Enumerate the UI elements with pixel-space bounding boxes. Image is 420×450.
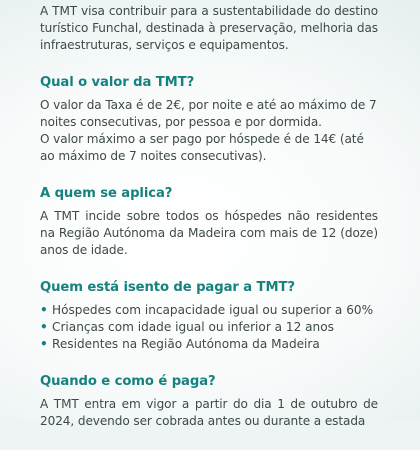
section-quando: [40, 373, 378, 430]
list-item-text: Crianças com idade igual ou inferior a 12 anos: [52, 320, 334, 334]
quando-paragraph: A TMT entra em vigor a partir do dia 1 de outubro de 2024, devendo ser cobrada antes ou durante a estada: [40, 397, 378, 428]
exemption-list: [40, 302, 378, 353]
valor-paragraph-1: O valor da Taxa é de 2€, por noite e até ao máximo de 7 noites consecutivas, por pessoa e por dormida.: [40, 98, 377, 129]
valor-paragraph-2: O valor máximo a ser pago por hóspede é de 14€ (até ao máximo de 7 noites consecutivas).: [40, 132, 364, 163]
list-item-text: Hóspedes com incapacidade igual ou superior a 60%: [52, 303, 374, 317]
bullet-icon: •: [40, 303, 48, 317]
section-heading-isento: Quem está isento de pagar a TMT?: [40, 280, 295, 295]
section-heading-valor: Qual o valor da TMT?: [40, 75, 195, 90]
bullet-icon: •: [40, 320, 48, 334]
bullet-icon: •: [40, 337, 48, 351]
aplica-paragraph: A TMT incide sobre todos os hóspedes não residentes na Região Autónoma da Madeira com mais de 12 (doze) anos de idade.: [40, 209, 378, 257]
intro-paragraph: A TMT visa contribuir para a sustentabilidade do destino turístico Funchal, destinada à preservação, melhoria das infraestruturas, serviços e equipamentos.: [40, 4, 378, 52]
section-valor: [40, 74, 378, 165]
list-item: [40, 336, 378, 353]
list-item: [40, 319, 378, 336]
section-isento: [40, 279, 378, 353]
section-heading-aplica: A quem se aplica?: [40, 186, 173, 201]
content-column: [40, 3, 378, 450]
list-item: [40, 302, 378, 319]
section-aplica: [40, 185, 378, 259]
section-heading-quando: Quando e como é paga?: [40, 374, 216, 389]
list-item-text: Residentes na Região Autónoma da Madeira: [52, 337, 320, 351]
